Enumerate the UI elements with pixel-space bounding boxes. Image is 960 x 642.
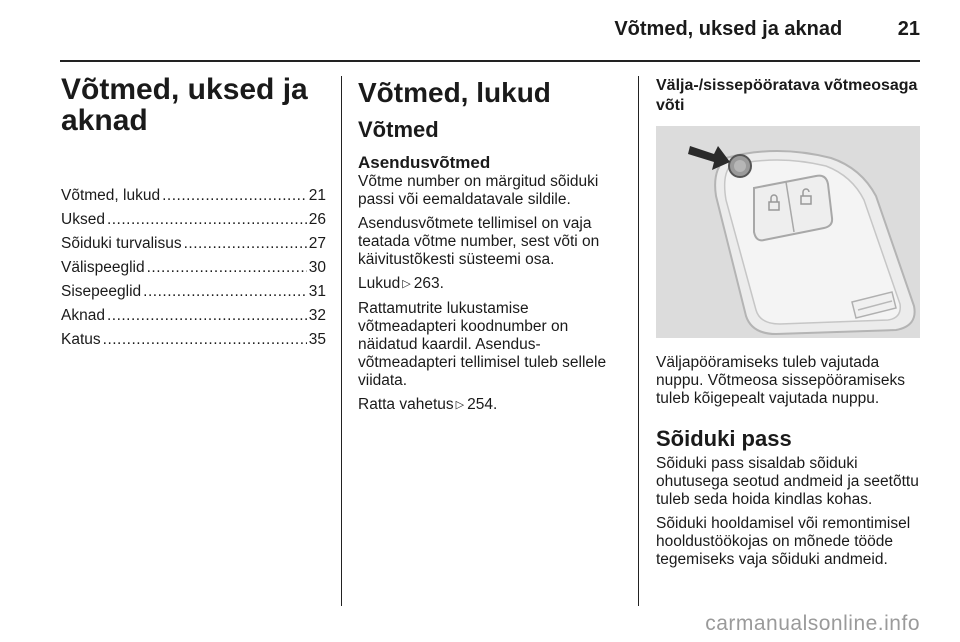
toc-entry[interactable] <box>61 232 326 256</box>
paragraph: Rattamutrite lukustamise võtmeadapteri koodnumber on näidatud kaardil. Asendus-võtmeadapteri tellimisel tuleb sellele viidata. <box>358 300 607 389</box>
page-reference-link[interactable]: ▷ 263. <box>400 275 444 292</box>
toc-label: Välispeeglid <box>61 259 145 276</box>
section-heading: Võtmed, lukud <box>358 77 551 108</box>
toc-entry[interactable] <box>61 280 326 304</box>
toc-leader <box>184 232 307 256</box>
toc-entry[interactable] <box>61 304 326 328</box>
table-of-contents <box>61 184 326 352</box>
paragraph: Sõiduki pass sisaldab sõiduki ohutusega seotud andmeid ja seetõttu tuleb seda hoida kindlas kohas. <box>656 455 919 508</box>
figure-caption: Väljapööramiseks tuleb vajutada nuppu. Võtmeosa sissepööramiseks tuleb kõigepealt vajutada nuppu. <box>656 354 905 407</box>
paragraph: Võtme number on märgitud sõiduki passi või eemaldatavale sildile. <box>358 173 599 208</box>
flip-key-drawing <box>656 126 920 338</box>
toc-entry[interactable] <box>61 208 326 232</box>
toc-page: 31 <box>308 283 326 300</box>
chapter-title: Võtmed, uksed ja aknad <box>61 73 308 137</box>
toc-page: 35 <box>308 331 326 348</box>
toc-leader <box>107 208 307 232</box>
paragraph: Asendusvõtmete tellimisel on vaja teatada võtme number, sest võti on käivitustõkesti süsteemi osa. <box>358 215 600 268</box>
column-keys-locks <box>358 72 620 421</box>
key-illustration <box>656 126 920 338</box>
paragraph-text: Lukud <box>358 275 401 292</box>
toc-page: 30 <box>308 259 326 276</box>
toc-entry[interactable] <box>61 256 326 280</box>
topic-heading: Asendusvõtmed <box>358 153 491 172</box>
paragraph-with-reference <box>358 396 620 415</box>
column-flip-key <box>656 72 924 575</box>
header-rule <box>60 60 920 62</box>
column-divider <box>638 76 639 606</box>
toc-page: 21 <box>308 187 326 204</box>
toc-leader <box>162 184 307 208</box>
toc-page: 27 <box>308 235 326 252</box>
column-toc <box>61 72 326 352</box>
page-reference-link[interactable]: ▷ 254. <box>454 396 498 413</box>
toc-label: Uksed <box>61 211 105 228</box>
toc-label: Võtmed, lukud <box>61 187 161 204</box>
toc-leader <box>103 328 307 352</box>
toc-leader <box>107 304 307 328</box>
paragraph-with-reference <box>358 275 620 294</box>
watermark: carmanualsonline.info <box>705 612 920 635</box>
toc-entry[interactable] <box>61 328 326 352</box>
paragraph-text: Ratta vahetus <box>358 396 454 413</box>
toc-page: 26 <box>308 211 326 228</box>
toc-leader <box>147 256 307 280</box>
toc-label: Sisepeeglid <box>61 283 142 300</box>
page-number: 21 <box>897 18 920 40</box>
toc-leader <box>143 280 307 304</box>
toc-label: Aknad <box>61 307 105 324</box>
toc-label: Katus <box>61 331 101 348</box>
header-title: Võtmed, uksed ja aknad <box>614 18 843 40</box>
column-divider <box>341 76 342 606</box>
paragraph: Sõiduki hooldamisel või remontimisel hooldustöökojas on mõnede tööde tegemiseks vaja sõiduki andmeid. <box>656 515 911 568</box>
section-heading: Sõiduki pass <box>656 426 792 451</box>
toc-label: Sõiduki turvalisus <box>61 235 182 252</box>
subsection-heading: Võtmed <box>358 117 439 142</box>
running-header <box>614 18 920 41</box>
toc-entry[interactable] <box>61 184 326 208</box>
topic-heading: Välja-/sissepööratava võtmeosaga võti <box>656 77 918 114</box>
toc-page: 32 <box>308 307 326 324</box>
